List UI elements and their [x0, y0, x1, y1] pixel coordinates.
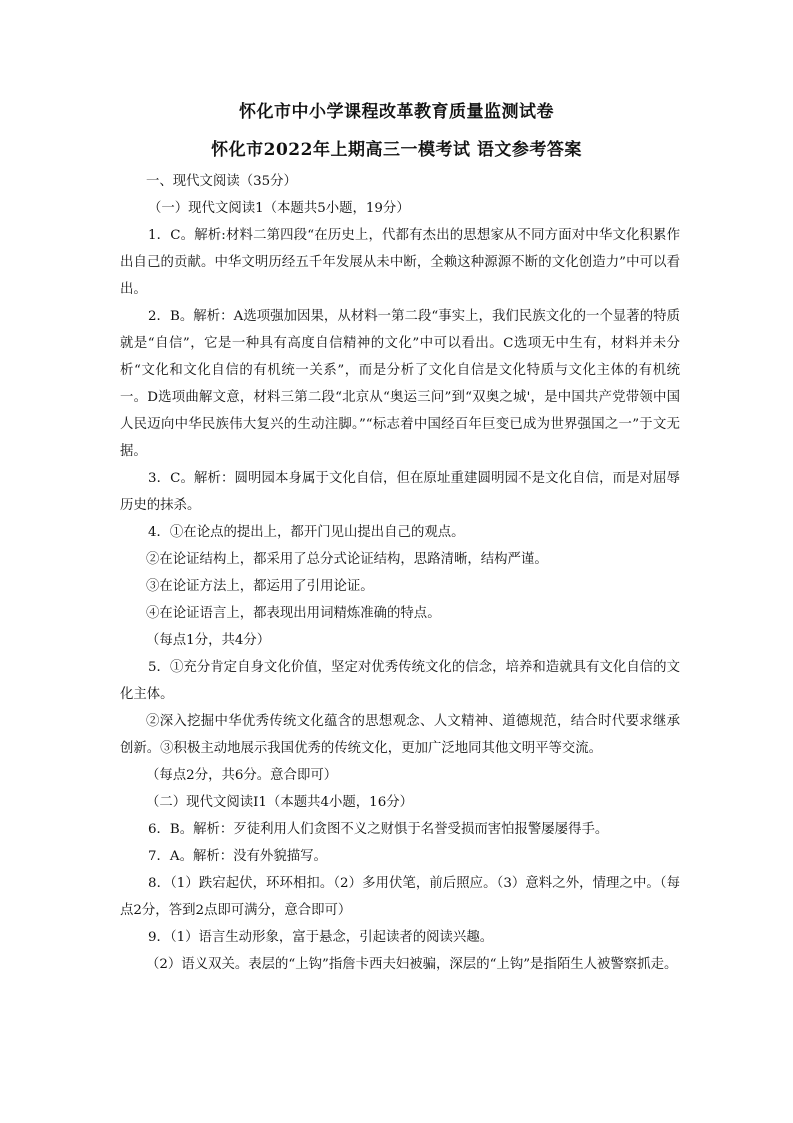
- answer-q6: 6．B。解析：歹徒利用人们贪图不义之财惧于名誉受损而害怕报警屡屡得手。: [148, 822, 609, 837]
- answer-q9-point2: （2）语义双关。表层的“上钩”指詹卡西夫妇被骗，深层的“上钩”是指陌生人被警察抓走。: [146, 957, 678, 972]
- answer-q3: 3．C。解析：圆明园本身属于文化自信，但在原址重建圆明园不是文化自信，而是对屈辱历史的抹杀。: [120, 471, 680, 513]
- answer-q4-score: （每点1分，共4分）: [146, 633, 271, 648]
- answer-q4-point3: ③在论证方法上，都运用了引用论证。: [146, 579, 374, 594]
- document-title-sub: 怀化市2022年上期高三一模考试 语文参考答案: [211, 140, 582, 160]
- answer-content: [120, 168, 680, 978]
- answer-q5-point1: 5．①充分肯定自身文化价值，坚定对优秀传统文化的信念，培养和造就具有文化自信的文化主体。: [120, 660, 680, 702]
- answer-q1: 1．C。解析:材料二第四段“在历史上，代都有杰出的思想家从不同方面对中华文化积累作出自己的贡献。中华文明历经五千年发展从未中断，全赖这种源源不断的文化创造力”中可以看出。: [120, 228, 680, 297]
- part-heading-reading-2: （二）现代文阅读I1（本题共4小题，16分）: [146, 795, 414, 810]
- section-heading-modern-reading: 一、现代文阅读（35分）: [146, 174, 297, 189]
- answer-q4-point2: ②在论证结构上，都采用了总分式论证结构，思路清晰，结构严谨。: [146, 552, 548, 567]
- answer-q7: 7．A。解析：没有外貌描写。: [148, 849, 327, 864]
- answer-q8: 8．（1）跌宕起伏，环环相扣。（2）多用伏笔，前后照应。（3）意料之外，情理之中。（每点2分，答到2点即可满分，意合即可）: [120, 876, 680, 918]
- answer-q9-point1: 9．（1）语言生动形象，富于悬念，引起读者的阅读兴趣。: [148, 930, 494, 945]
- answer-q4-point1: 4．①在论点的提出上，都开门见山提出自己的观点。: [148, 525, 465, 540]
- document-title-main: 怀化市中小学课程改革教育质量监测试卷: [239, 102, 554, 122]
- part-heading-reading-1: （一）现代文阅读1（本题共5小题，19分）: [148, 201, 410, 216]
- answer-q5-score: （每点2分，共6分。意合即可）: [146, 768, 338, 783]
- answer-q2: 2．B。解析：A选项强加因果，从材料一第二段“事实上，我们民族文化的一个显著的特质就是“自信”，它是一种具有高度自信精神的文化”中可以看出。C选项无中生有，材料并未分析“文化和文化自信的有机统一关系”，而是分析了文化自信是文化特质与文化主体的有机统一。D选项曲解文意，材料三第二段“北京从“奥运三问”到“双奥之城'，是中国共产党带领中国人民迈向中华民族伟大复兴的生动注脚。”“标志着中国经百年巨变已成为世界强国之一”于文无据。: [120, 309, 680, 459]
- answer-q5-point2: ②深入挖掘中华优秀传统文化蕴含的思想观念、人文精神、道德规范，结合时代要求继承创新。③积极主动地展示我国优秀的传统文化，更加广泛地同其他文明平等交流。: [120, 714, 680, 756]
- answer-q4-point4: ④在论证语言上，都表现出用词精炼准确的特点。: [146, 606, 441, 621]
